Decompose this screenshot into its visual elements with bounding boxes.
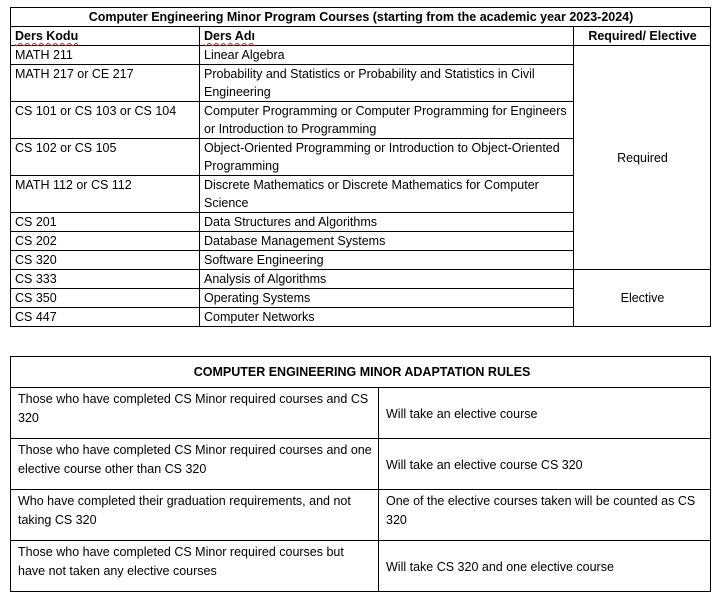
rule-condition: Who have completed their graduation requirements, and not taking CS 320 xyxy=(11,490,379,541)
course-name: Software Engineering xyxy=(200,251,574,270)
rule-row xyxy=(11,541,711,592)
course-code: MATH 211 xyxy=(11,46,200,65)
header-code xyxy=(11,27,200,46)
course-name: Database Management Systems xyxy=(200,232,574,251)
courses-table xyxy=(10,7,711,327)
rule-result: One of the elective courses taken will be counted as CS 320 xyxy=(379,490,711,541)
rule-condition: Those who have completed CS Minor required courses and CS 320 xyxy=(11,388,379,439)
course-name: Data Structures and Algorithms xyxy=(200,213,574,232)
course-code: CS 350 xyxy=(11,289,200,308)
rule-row xyxy=(11,439,711,490)
course-code: MATH 112 or CS 112 xyxy=(11,176,200,213)
header-type: Required/ Elective xyxy=(574,27,711,46)
course-name: Linear Algebra xyxy=(200,46,574,65)
course-name: Discrete Mathematics or Discrete Mathematics for Computer Science xyxy=(200,176,574,213)
course-row xyxy=(11,46,711,65)
rules-title-row xyxy=(11,357,711,388)
course-name: Operating Systems xyxy=(200,289,574,308)
course-name: Computer Networks xyxy=(200,308,574,327)
rule-result: Will take CS 320 and one elective course xyxy=(379,541,711,592)
course-code: CS 447 xyxy=(11,308,200,327)
course-code: CS 333 xyxy=(11,270,200,289)
rule-result: Will take an elective course xyxy=(379,388,711,439)
course-code: CS 102 or CS 105 xyxy=(11,139,200,176)
courses-table-title: Computer Engineering Minor Program Courses (starting from the academic year 2023-2024) xyxy=(11,8,711,27)
courses-header-row xyxy=(11,27,711,46)
header-name xyxy=(200,27,574,46)
rule-result: Will take an elective course CS 320 xyxy=(379,439,711,490)
rule-condition: Those who have completed CS Minor required courses and one elective course other than CS 320 xyxy=(11,439,379,490)
elective-group-cell: Elective xyxy=(574,270,711,327)
header-code-label: Ders Kodu xyxy=(15,29,79,43)
course-code: CS 201 xyxy=(11,213,200,232)
header-name-label: Ders Adı xyxy=(204,29,255,43)
course-code: CS 320 xyxy=(11,251,200,270)
course-code: CS 202 xyxy=(11,232,200,251)
course-name: Object-Oriented Programming or Introduction to Object-Oriented Programming xyxy=(200,139,574,176)
course-name: Analysis of Algorithms xyxy=(200,270,574,289)
course-code: MATH 217 or CE 217 xyxy=(11,65,200,102)
rule-condition: Those who have completed CS Minor required courses but have not taken any elective courses xyxy=(11,541,379,592)
rule-row xyxy=(11,490,711,541)
rules-table-title: COMPUTER ENGINEERING MINOR ADAPTATION RULES xyxy=(11,357,711,388)
required-group-cell: Required xyxy=(574,46,711,270)
course-row xyxy=(11,270,711,289)
courses-title-row xyxy=(11,8,711,27)
rules-table xyxy=(10,356,711,592)
rule-row xyxy=(11,388,711,439)
course-name: Computer Programming or Computer Programming for Engineers or Introduction to Programming xyxy=(200,102,574,139)
course-name: Probability and Statistics or Probability and Statistics in Civil Engineering xyxy=(200,65,574,102)
course-code: CS 101 or CS 103 or CS 104 xyxy=(11,102,200,139)
